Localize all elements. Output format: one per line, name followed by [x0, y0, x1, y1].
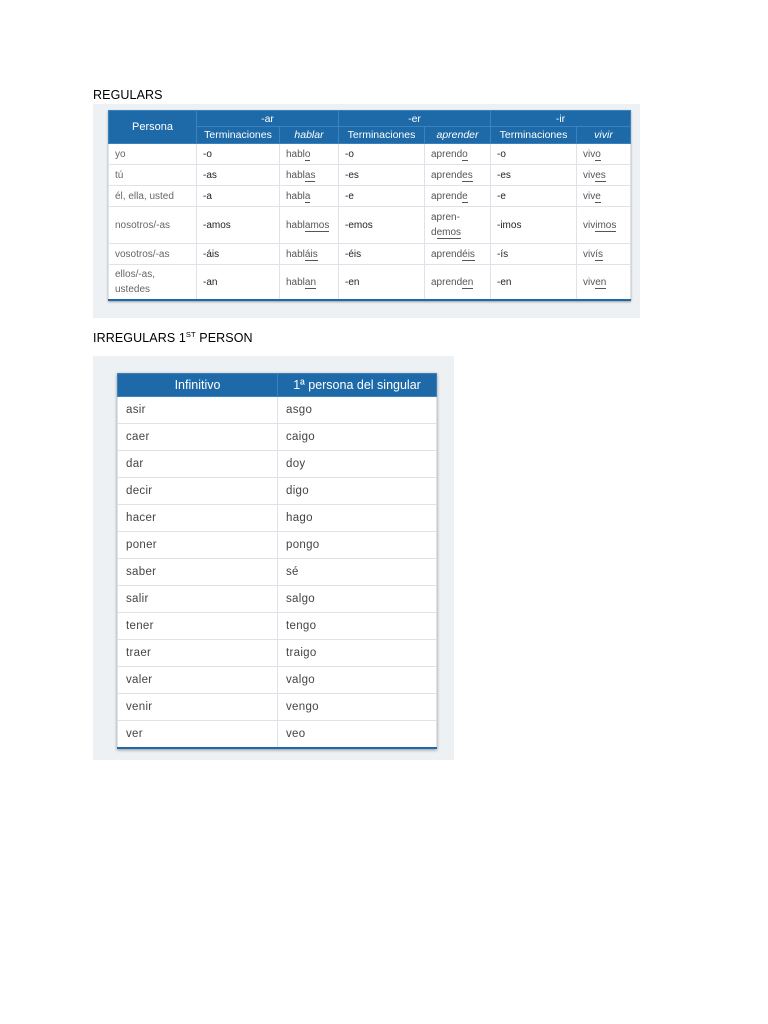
ar-form-cell: habla: [280, 186, 339, 207]
ir-form-cell: vivimos: [577, 207, 631, 244]
regular-table-panel: [93, 104, 640, 318]
first-person-cell: salgo: [278, 586, 437, 613]
first-person-cell: sé: [278, 559, 437, 586]
ir-group-header: -ir: [491, 111, 631, 127]
er-group-header: -er: [339, 111, 491, 127]
er-ending-cell: -en: [339, 265, 425, 301]
infinitive-cell: venir: [118, 694, 278, 721]
er-ending-cell: -es: [339, 165, 425, 186]
er-form-cell: apren- demos: [425, 207, 491, 244]
infinitive-cell: caer: [118, 424, 278, 451]
ir-ending-cell: -es: [491, 165, 577, 186]
persona-cell: él, ella, usted: [109, 186, 197, 207]
persona-cell: yo: [109, 144, 197, 165]
irregulars-heading: IRREGULARS 1ST PERSON: [93, 329, 253, 345]
ar-group-header: -ar: [197, 111, 339, 127]
infinitivo-header: Infinitivo: [118, 374, 278, 397]
table-row: [109, 165, 631, 186]
table-row: [118, 505, 437, 532]
er-form-cell: aprendéis: [425, 244, 491, 265]
ir-ending-cell: -en: [491, 265, 577, 301]
table-row: [118, 667, 437, 694]
ar-verb-header: hablar: [280, 127, 339, 144]
ar-form-cell: habláis: [280, 244, 339, 265]
table-row: [118, 451, 437, 478]
table-row: [118, 478, 437, 505]
ar-ending-cell: -a: [197, 186, 280, 207]
first-person-cell: hago: [278, 505, 437, 532]
er-terminaciones-header: Terminaciones: [339, 127, 425, 144]
ir-form-cell: vivís: [577, 244, 631, 265]
first-person-cell: tengo: [278, 613, 437, 640]
persona-cell: tú: [109, 165, 197, 186]
first-person-cell: valgo: [278, 667, 437, 694]
first-person-cell: doy: [278, 451, 437, 478]
er-ending-cell: -o: [339, 144, 425, 165]
ar-terminaciones-header: Terminaciones: [197, 127, 280, 144]
table-row: [118, 532, 437, 559]
table-row: [118, 721, 437, 749]
er-ending-cell: -éis: [339, 244, 425, 265]
table-row: [118, 559, 437, 586]
first-person-cell: digo: [278, 478, 437, 505]
ir-form-cell: vives: [577, 165, 631, 186]
first-person-header: 1ª persona del singular: [278, 374, 437, 397]
ar-form-cell: hablamos: [280, 207, 339, 244]
first-person-cell: traigo: [278, 640, 437, 667]
ir-ending-cell: -e: [491, 186, 577, 207]
first-person-cell: vengo: [278, 694, 437, 721]
er-verb-header: aprender: [425, 127, 491, 144]
ir-terminaciones-header: Terminaciones: [491, 127, 577, 144]
table-row: [118, 397, 437, 424]
persona-header: Persona: [109, 111, 197, 144]
first-person-cell: veo: [278, 721, 437, 749]
ir-ending-cell: -imos: [491, 207, 577, 244]
regular-conjugation-table: [108, 110, 631, 301]
ar-ending-cell: -an: [197, 265, 280, 301]
er-ending-cell: -emos: [339, 207, 425, 244]
er-form-cell: aprenden: [425, 265, 491, 301]
ar-ending-cell: -as: [197, 165, 280, 186]
infinitive-cell: hacer: [118, 505, 278, 532]
er-form-cell: aprende: [425, 186, 491, 207]
table-row: [118, 613, 437, 640]
infinitive-cell: traer: [118, 640, 278, 667]
ar-ending-cell: -áis: [197, 244, 280, 265]
infinitive-cell: poner: [118, 532, 278, 559]
ar-form-cell: hablas: [280, 165, 339, 186]
infinitive-cell: asir: [118, 397, 278, 424]
infinitive-cell: salir: [118, 586, 278, 613]
table-row: [109, 144, 631, 165]
ir-ending-cell: -o: [491, 144, 577, 165]
infinitive-cell: tener: [118, 613, 278, 640]
persona-cell: ellos/-as, ustedes: [109, 265, 197, 301]
irregular-table-panel: [93, 356, 454, 760]
ar-form-cell: hablo: [280, 144, 339, 165]
infinitive-cell: decir: [118, 478, 278, 505]
ar-form-cell: hablan: [280, 265, 339, 301]
infinitive-cell: dar: [118, 451, 278, 478]
irregular-first-person-table: [117, 373, 437, 749]
persona-cell: nosotros/-as: [109, 207, 197, 244]
regulars-heading: REGULARS: [93, 88, 163, 102]
er-form-cell: aprendes: [425, 165, 491, 186]
infinitive-cell: saber: [118, 559, 278, 586]
first-person-cell: caigo: [278, 424, 437, 451]
table-row: [109, 207, 631, 244]
er-ending-cell: -e: [339, 186, 425, 207]
table-row: [109, 186, 631, 207]
ar-ending-cell: -o: [197, 144, 280, 165]
table-row: [118, 640, 437, 667]
infinitive-cell: ver: [118, 721, 278, 749]
ir-form-cell: viven: [577, 265, 631, 301]
table-row: [118, 424, 437, 451]
ir-verb-header: vivir: [577, 127, 631, 144]
first-person-cell: pongo: [278, 532, 437, 559]
ir-form-cell: vivo: [577, 144, 631, 165]
table-row: [109, 244, 631, 265]
ir-ending-cell: -ís: [491, 244, 577, 265]
table-row: [118, 586, 437, 613]
ar-ending-cell: -amos: [197, 207, 280, 244]
table-row: [118, 694, 437, 721]
first-person-cell: asgo: [278, 397, 437, 424]
table-row: [109, 265, 631, 301]
er-form-cell: aprendo: [425, 144, 491, 165]
infinitive-cell: valer: [118, 667, 278, 694]
persona-cell: vosotros/-as: [109, 244, 197, 265]
ir-form-cell: vive: [577, 186, 631, 207]
